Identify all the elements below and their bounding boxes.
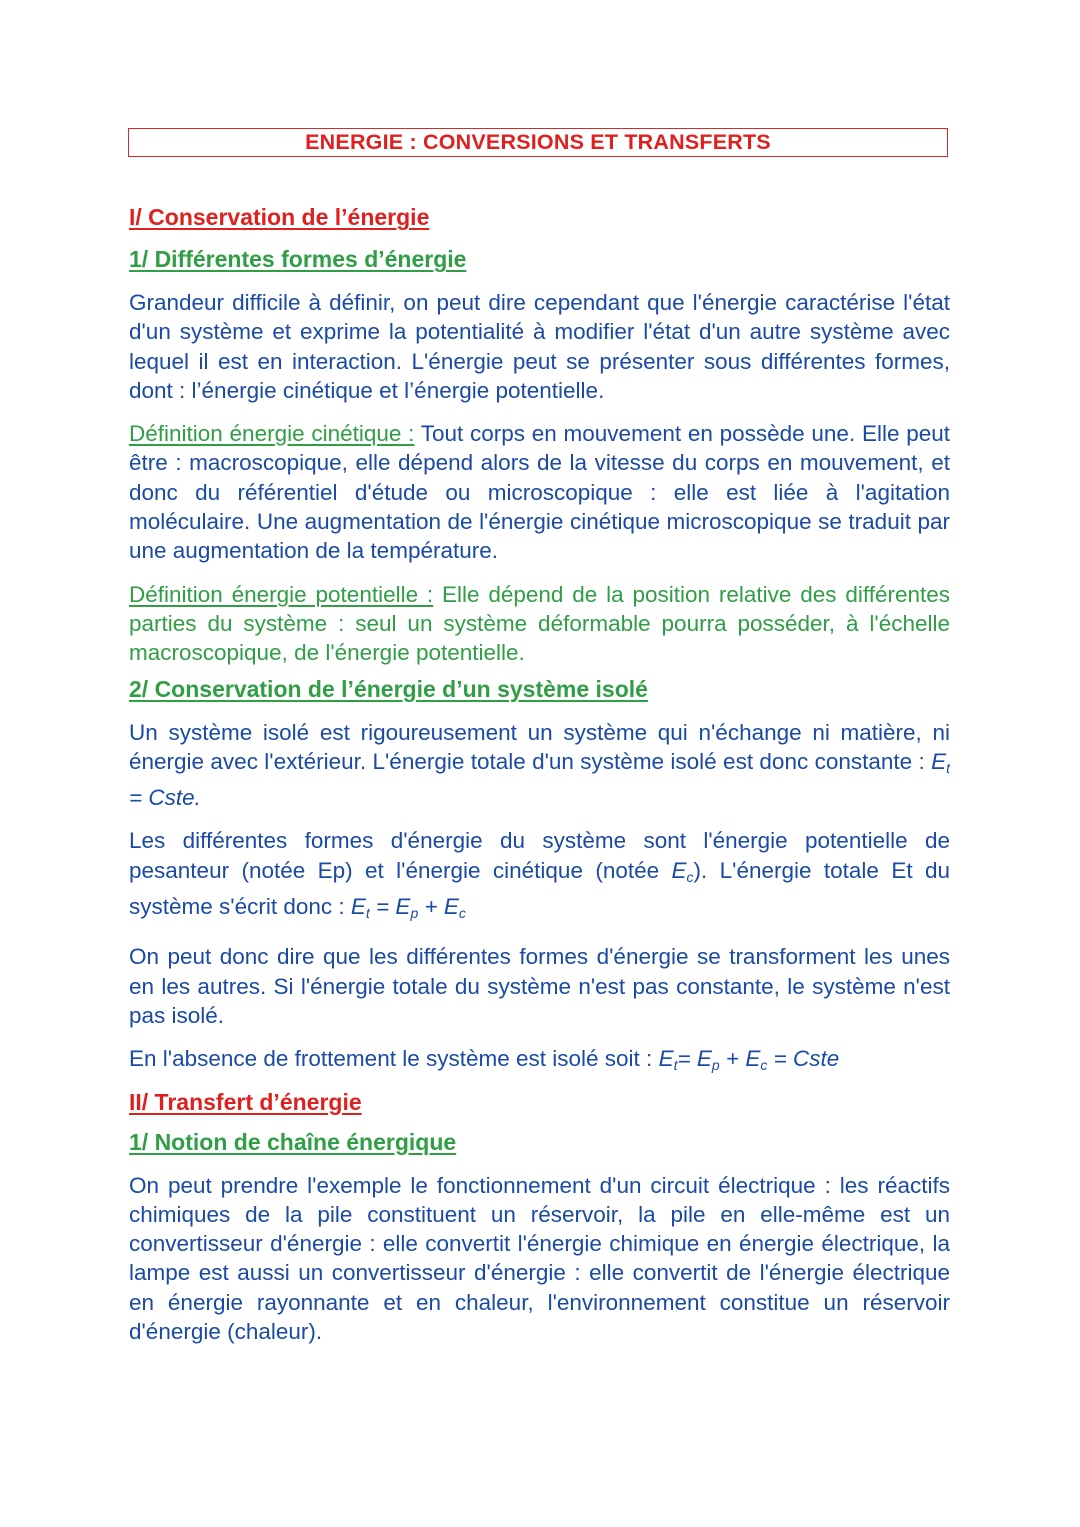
subsection-2-1-heading: 1/ Notion de chaîne énergique xyxy=(129,1128,457,1155)
formula-subscript: c xyxy=(686,868,694,885)
transformation-paragraph: On peut donc dire que les différentes formes d'énergie se transforment les unes en les autres. Si l'énergie totale du système n'est pas constante, le système n'est pas isolé. xyxy=(129,944,950,1028)
definition-potential-label: Définition énergie potentielle : xyxy=(129,581,434,607)
intro-paragraph: Grandeur difficile à définir, on peut dire cependant que l'énergie caractérise l'état d'un système et exprime la potentialité à modifier l'état d'un autre système avec lequel il est en interaction. L'énergie peut se présenter sous différentes formes, dont : l’énergie cinétique et l’énergie potentielle. xyxy=(129,290,950,403)
definition-potential-energy xyxy=(129,580,950,668)
formula-symbol: E xyxy=(658,1046,674,1072)
document-content xyxy=(129,200,950,1346)
formula-part: + E xyxy=(719,1046,761,1072)
energy-forms-paragraph xyxy=(129,826,950,928)
isolated-system-paragraph xyxy=(129,718,950,813)
formula-rest: = Cste. xyxy=(129,785,201,811)
formula-subscript: c xyxy=(458,905,466,922)
subsection-1-1-heading: 1/ Différentes formes d’énergie xyxy=(129,246,467,272)
formula-symbol: E xyxy=(931,748,947,774)
energy-forms-text-b: ). L'énergie totale Et du système s'écrit donc : xyxy=(129,857,950,920)
formula-subscript: t xyxy=(673,1057,678,1074)
frictionless-paragraph xyxy=(129,1044,950,1080)
isolated-system-text: Un système isolé est rigoureusement un système qui n'échange ni matière, ni énergie avec l'extérieur. L'énergie totale d'un système isolé est donc constante : xyxy=(129,719,950,774)
formula-ec xyxy=(672,858,694,883)
section-1-heading: I/ Conservation de l’énergie xyxy=(129,204,430,230)
formula-subscript: t xyxy=(946,759,950,776)
formula-part: + E xyxy=(418,894,459,920)
formula-symbol: E xyxy=(671,857,687,883)
formula-et-sum xyxy=(350,894,466,922)
formula-subscript: c xyxy=(760,1057,768,1074)
formula-subscript: p xyxy=(711,1057,720,1074)
formula-conservation xyxy=(658,1046,840,1074)
subsection-1-2-heading: 2/ Conservation de l’énergie d’un système isolé xyxy=(129,675,648,702)
formula-part: = Cste xyxy=(767,1046,840,1072)
formula-part: = E xyxy=(677,1046,712,1072)
section-2-heading: II/ Transfert d’énergie xyxy=(129,1088,362,1115)
formula-symbol: E xyxy=(350,894,366,920)
formula-subscript: p xyxy=(410,905,419,922)
energy-chain-paragraph: On peut prendre l'exemple le fonctionnement d'un circuit électrique : les réactifs chimiques de la pile constituent un réservoir, la pile en elle-même est un convertisseur d'énergie : elle convertit l'énergie chimique en énergie électrique, la lampe est aussi un convertisseur d'énergie : elle convertit de l'énergie électrique en énergie rayonnante et en chaleur, l'environnement constitue un réservoir d'énergie (chaleur). xyxy=(129,1172,950,1345)
definition-kinetic-energy xyxy=(129,419,950,565)
formula-subscript: t xyxy=(365,905,370,922)
formula-part: = E xyxy=(369,894,411,920)
definition-kinetic-text: Tout corps en mouvement en possède une. Elle peut être : macroscopique, elle dépend alors de la vitesse du corps en mouvement, et donc du référentiel d'étude ou microscopique : elle est liée à l'agitation moléculaire. Une augmentation de l'énergie cinétique microscopique se traduit par une augmentation de la température. xyxy=(129,421,950,564)
frictionless-text: En l'absence de frottement le système est isolé soit : xyxy=(129,1046,659,1072)
document-title: ENERGIE : CONVERSIONS ET TRANSFERTS xyxy=(128,128,948,157)
definition-kinetic-label: Définition énergie cinétique : xyxy=(129,421,415,447)
definition-potential-text: Elle dépend de la position relative des différentes parties du système : seul un système déformable pourra posséder, à l'échelle macroscopique, de l'énergie potentielle. xyxy=(129,581,950,666)
energy-forms-text-a: Les différentes formes d'énergie du système sont l'énergie potentielle de pesanteur (notée Ep) et l'énergie cinétique (notée xyxy=(129,828,950,883)
